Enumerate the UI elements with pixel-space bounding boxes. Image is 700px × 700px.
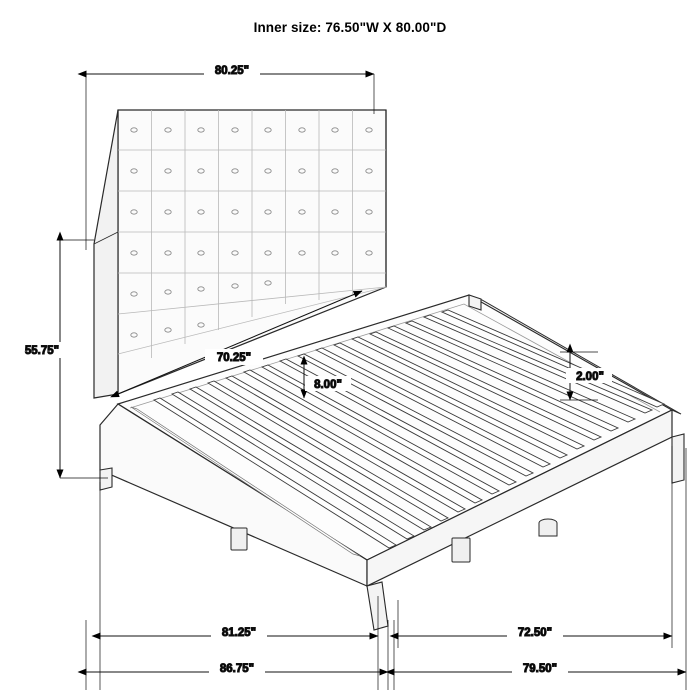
dim-label-overall-depth: 79.50" (522, 663, 558, 675)
dim-overall-height (14, 240, 70, 478)
dim-headboard-width (86, 62, 374, 78)
page-title: Inner size: 76.50"W X 80.00"D (253, 20, 447, 35)
dim-overall-depth (394, 660, 686, 676)
dim-side-rail-length (100, 624, 378, 640)
dim-overall-side-length (86, 660, 388, 676)
dim-label-slat-deck-width: 70.25" (216, 352, 252, 364)
dim-label-slat-thickness: 8.00" (314, 379, 342, 391)
dim-label-overall-side-length: 86.75" (219, 663, 255, 675)
dim-label-rail-height: 2.00" (576, 371, 604, 383)
dim-deck-depth (398, 624, 672, 640)
dim-label-overall-height: 55.75" (24, 345, 60, 357)
dim-label-deck-depth: 72.50" (517, 627, 553, 639)
dim-label-side-rail-length: 81.25" (221, 627, 257, 639)
dim-label-headboard-width: 80.25" (214, 65, 250, 77)
